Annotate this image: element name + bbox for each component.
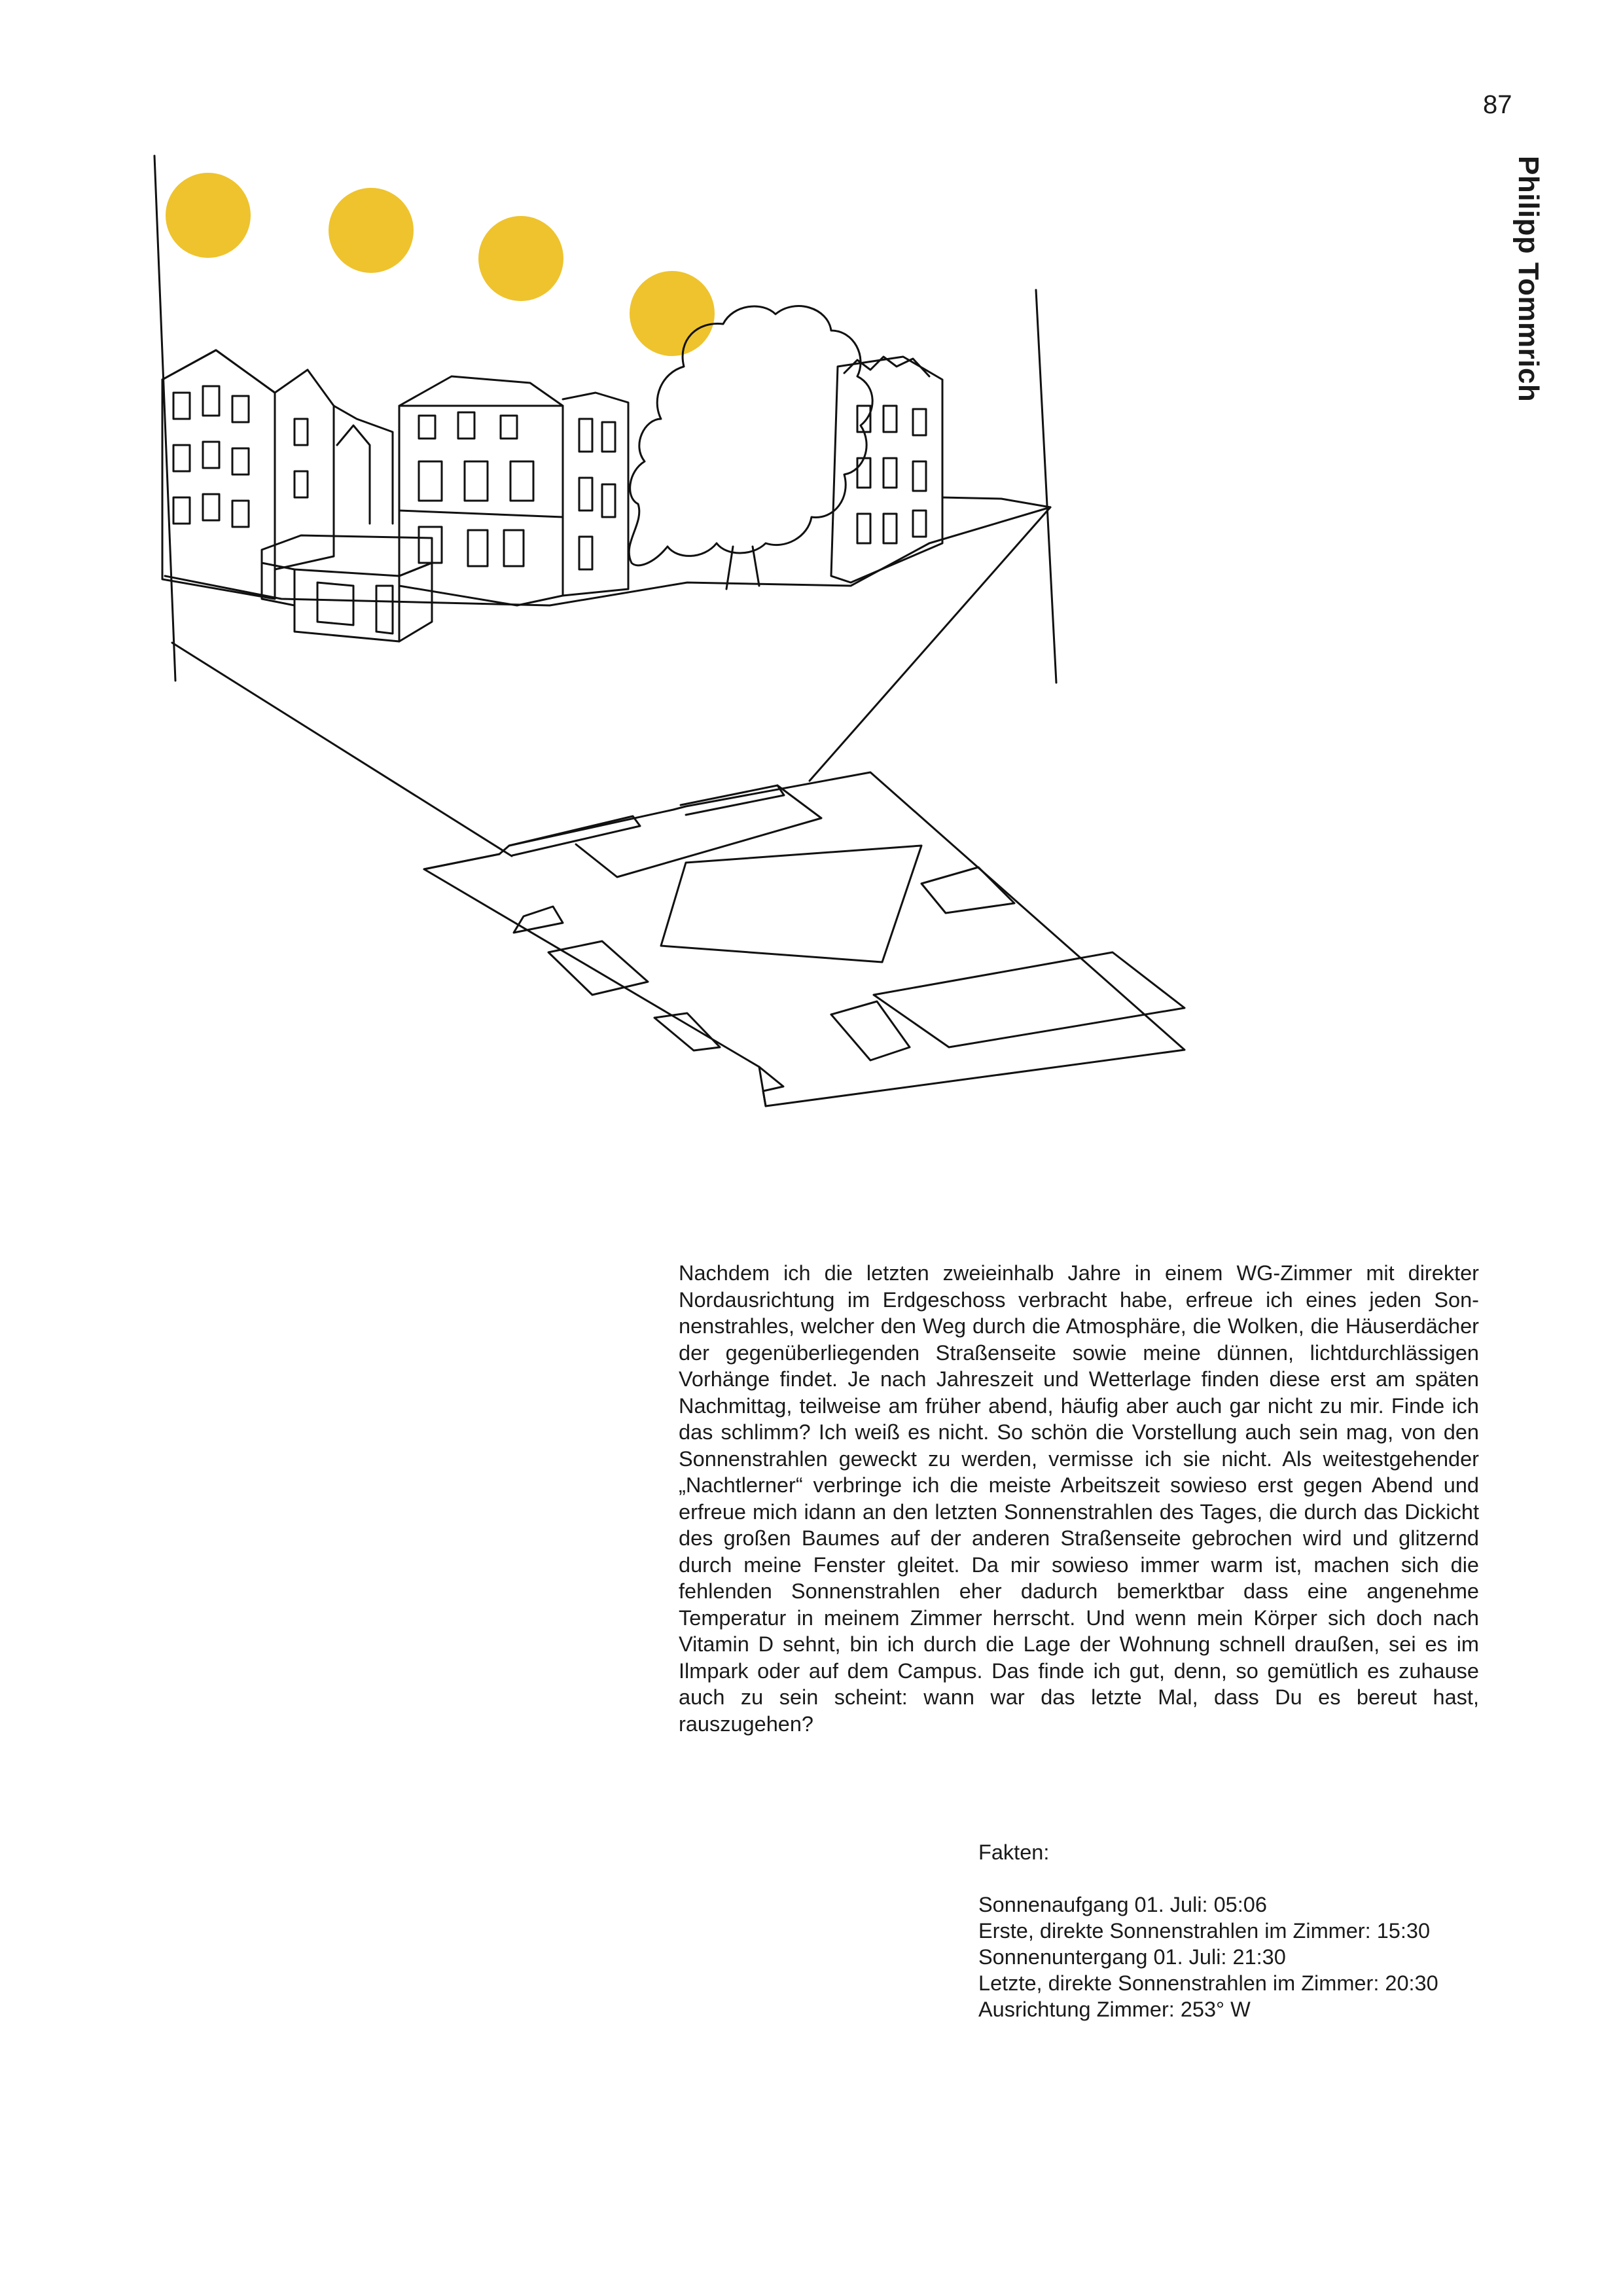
sun-icon: [329, 188, 414, 273]
sun-icon: [478, 216, 563, 301]
house-center: [399, 376, 628, 605]
fact-item: Ausrichtung Zimmer: 253° W: [978, 1998, 1251, 2021]
facts-list: [978, 1892, 1515, 2022]
fact-item: Erste, direkte Sonnenstrahlen im Zimmer: 15:30: [978, 1919, 1431, 1943]
facts-heading: Fakten:: [978, 1840, 1050, 1864]
light-beam-left: [172, 643, 512, 856]
window-frame-right: [1036, 290, 1056, 683]
room-floor-plan: [424, 772, 1185, 1106]
kiosk: [262, 535, 432, 641]
house-right: [831, 357, 1050, 583]
author-name: Philipp Tommrich: [1512, 156, 1544, 403]
sun-icon: [630, 271, 715, 356]
page-number: 87: [1483, 90, 1512, 119]
fact-item: Sonnenuntergang 01. Juli: 21:30: [978, 1945, 1286, 1969]
fact-item: Letzte, direkte Sonnenstrahlen im Zimmer: 20:30: [978, 1971, 1438, 1995]
facts-box: [978, 1839, 1515, 2022]
house-left: [162, 350, 393, 599]
sun-path: [166, 173, 715, 356]
sun-icon: [166, 173, 251, 258]
fact-item: Sonnenaufgang 01. Juli: 05:06: [978, 1893, 1267, 1916]
main-text: Nachdem ich die letzten zweieinhalb Jahre in einem WG-Zimmer mit direkter Nordausrichtung im Erdgeschoss verbracht habe, erfreue ich eines jeden Sonnenstrahles, welcher den Weg durch die Atmosphäre, die Wolken, die Häuserdächer der gegenüberliegenden Straßenseite sowie meine dünnen, lichtdurchlässigen Vorhänge findet. Je nach Jahreszeit und Wetterlage finden diese erst am späten Nachmittag, teilweise am früher abend, häufig aber auch gar nicht zu mir. Finde ich das schlimm? Ich weiß es nicht. So schön die Vorstellung auch sein mag, von den Sonnenstrahlen geweckt zu werden, vermisse ich sie nicht. Als weitestgehender „Nachtlerner“ verbringe ich die meiste Arbeitszeit sowieso erst gegen Abend und erfreue mich idann an den letzten Sonnenstrahlen des Tages, die durch das Dickicht des großen Baumes auf der anderen Straßenseite gebrochen wird und glitzernd durch meine Fenster gleitet. Da mir sowieso immer warm ist, machen sich die fehlenden Sonnenstrahlen eher dadurch bemerktbar dass eine angenehme Temperatur in meinem Zimmer herrscht. Und wenn mein Körper sich doch nach Vitamin D sehnt, bin ich durch die Lage der Wohnung schnell draußen, sei es im Ilmpark oder auf dem Campus. Das finde ich gut, denn, so gemütlich es zuhause auch zu sein scheint: wann war das letzte Mal, dass Du es bereut hast, rauszugehen?: [679, 1261, 1479, 1736]
